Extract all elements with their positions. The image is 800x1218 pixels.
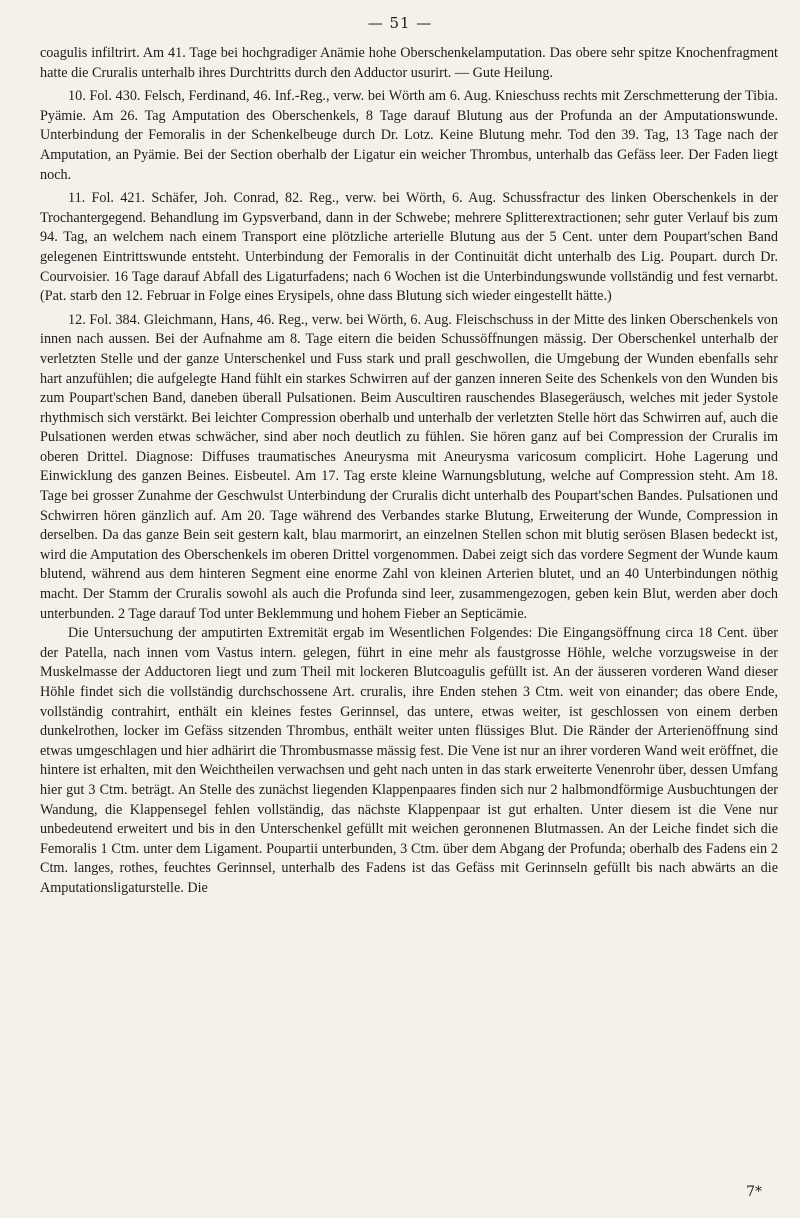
paragraph-case-12: 12. Fol. 384. Gleichmann, Hans, 46. Reg., verw. bei Wörth, 6. Aug. Fleischschuss in der Mitte des linken Oberschenkels von innen nach aussen. Bei der Aufnahme am 8. Tage eitern die beiden Schussöffnungen mässig. Der Oberschenkel unterhalb der verletzten Stelle und der ganze Unterschenkel und Fuss stark und prall geschwollen, die Umgebung der Wunden ebenfalls sehr hart anzufühlen; die aufgelegte Hand fühlt ein starkes Schwirren auf der ganzen inneren Seite des Schenkels von den Wunden bis zum Poupart'schen Band, daneben überall Pulsationen. Beim Auscultiren rauschendes Blasegeräusch, welches mit jeder Systole rhythmisch sich verstärkt. Bei leichter Compression oberhalb und unterhalb der verletzten Stelle hört das Schwirren auf, auch die Pulsationen werden etwas schwächer, sind aber noch deutlich zu fühlen. Sie hören ganz auf bei Compression der Cruralis im oberen Drittel. Diagnose: Diffuses traumatisches Aneurysma mit Aneurysma varicosum complicirt. Hohe Lagerung und Einwicklung des ganzen Beines. Eisbeutel. Am 17. Tag erste kleine Warnungsblutung, welche auf Compression steht. Am 18. Tage bei grosser Zunahme der Geschwulst Unterbindung der Cruralis dicht unterhalb des Poupart'schen Bandes. Pulsationen und Schwirren hören gänzlich auf. Am 20. Tage während des Verbandes starke Blutung, Erweiterung der Wunde, Compression in derselben. Da das ganze Bein seit gestern kalt, blau marmorirt, an einzelnen Stellen schon mit blutig serösen Blasen bedeckt ist, wird die Amputation des Oberschenkels im oberen Drittel vorgenommen. Dabei zeigt sich das vordere Segment der Wunde kaum blutend, während aus dem hinteren Segment eine enorme Zahl von kleinen Arterien blutet, und an 40 Unterbindungen nöthig macht. Der Stamm der Cruralis sowohl als auch die Profunda sind leer, zusammengezogen, geben kein Blut, werden aber doch unterbunden. 2 Tage darauf Tod unter Beklemmung und hohem Fieber an Septicämie. — [40, 311, 778, 622]
paragraph-case-11: 11. Fol. 421. Schäfer, Joh. Conrad, 82. Reg., verw. bei Wörth, 6. Aug. Schussfractur des linken Oberschenkels in der Trochantergegend. Behandlung im Gypsverband, dann in der Schwebe; mehrere Splitterextractionen; sehr guter Verlauf bis zum 94. Tag, an welchem nach einem Transport eine plötzliche arterielle Blutung aus der 5 Cent. unter dem Poupart'schen Band gelegenen Eintrittswunde entsteht. Unterbindung der Femoralis in der Continuität dicht unterhalb des Lig. Poupart. durch Dr. Courvoisier. 16 Tage darauf Abfall des Ligaturfadens; nach 6 Wochen ist die Unterbindungswunde vollständig und fest vernarbt. (Pat. starb den 12. Februar in Folge eines Erysipels, ohne dass Blutung sich wieder eingestellt hätte.) — [40, 190, 778, 305]
paragraph-case-9-end: coagulis infiltrirt. Am 41. Tage bei hochgradiger Anämie hohe Oberschenkelamputation. Das obere sehr spitze Knochenfragment hatte die Cruralis unterhalb ihres Durchtritts durch den Adductor usurirt. — Gute Heilung. — [40, 45, 778, 81]
paragraph-autopsy: Die Untersuchung der amputirten Extremität ergab im Wesentlichen Folgendes: Die Eingangsöffnung circa 18 Cent. über der Patella, nach innen vom Vastus intern. gelegen, führt in eine mehr als faustgrosse Höhle, welche vorzugsweise in der Muskelmasse der Adductoren liegt und zum Theil mit lockeren Blutcoagulis gefüllt ist. An der äusseren vorderen Wand dieser Höhle findet sich die vollständig durchschossene Art. cruralis, ihre Enden stehen 3 Ctm. weit von einander; das obere Ende, vollständig contrahirt, enthält ein kleines festes Gerinnsel, das untere, etwas weiter, ist geschlossen von einem derben dunkelrothen, locker im Gefäss sitzenden Thrombus, enthält weiter unten flüssiges Blut. Die Ränder der Arterienöffnung sind etwas umgeschlagen und hier adhärirt die Thrombusmasse mässig fest. Die Vene ist nur an ihrer vorderen Wand weit eröffnet, die hintere ist erhalten, mit den Weichtheilen verwachsen und geht nach unten in das stark erweiterte Venenrohr über, dessen Umfang hier gut 3 Ctm. beträgt. An Stelle des zunächst liegenden Klappenpaares finden sich nur 2 halbmondförmige Ausbuchtungen der Wandung, die Klappensegel fehlen vollständig, das nächste Klappenpaar ist gut erhalten. Unter diesem ist die Vene nur unbedeutend erweitert und bis in den Unterschenkel gefüllt mit weichen geronnenen Blutmassen. An der Leiche findet sich die Femoralis 1 Ctm. unter dem Ligament. Poupartii unterbunden, 3 Ctm. über dem Abgang der Profunda; oberhalb des Fadens ein 2 Ctm. langes, rothes, feuchtes Gerinnsel, unterhalb des Fadens ist das Gefäss mit Gerinnseln gefüllt bis nach abwärts an die Amputationsligaturstelle. Die — [40, 625, 778, 896]
paragraph-case-10: 10. Fol. 430. Felsch, Ferdinand, 46. Inf.-Reg., verw. bei Wörth am 6. Aug. Knieschuss rechts mit Zerschmetterung der Tibia. Pyämie. Am 26. Tag Amputation des Oberschenkels, 8 Tage darauf Blutung aus der Profunda an der Amputationswunde. Unterbindung der Femoralis in der Schenkelbeuge durch Dr. Lotz. Keine Blutung mehr. Tod den 39. Tag, 13 Tage nach der Amputation, an Pyämie. Bei der Section oberhalb der Ligatur ein weicher Thrombus, unterhalb das Gefäss leer. Der Faden liegt noch. — [40, 88, 778, 183]
page-number: — 51 — — [367, 14, 433, 32]
signature-mark: 7* — [746, 1184, 762, 1200]
page-body — [40, 44, 778, 899]
